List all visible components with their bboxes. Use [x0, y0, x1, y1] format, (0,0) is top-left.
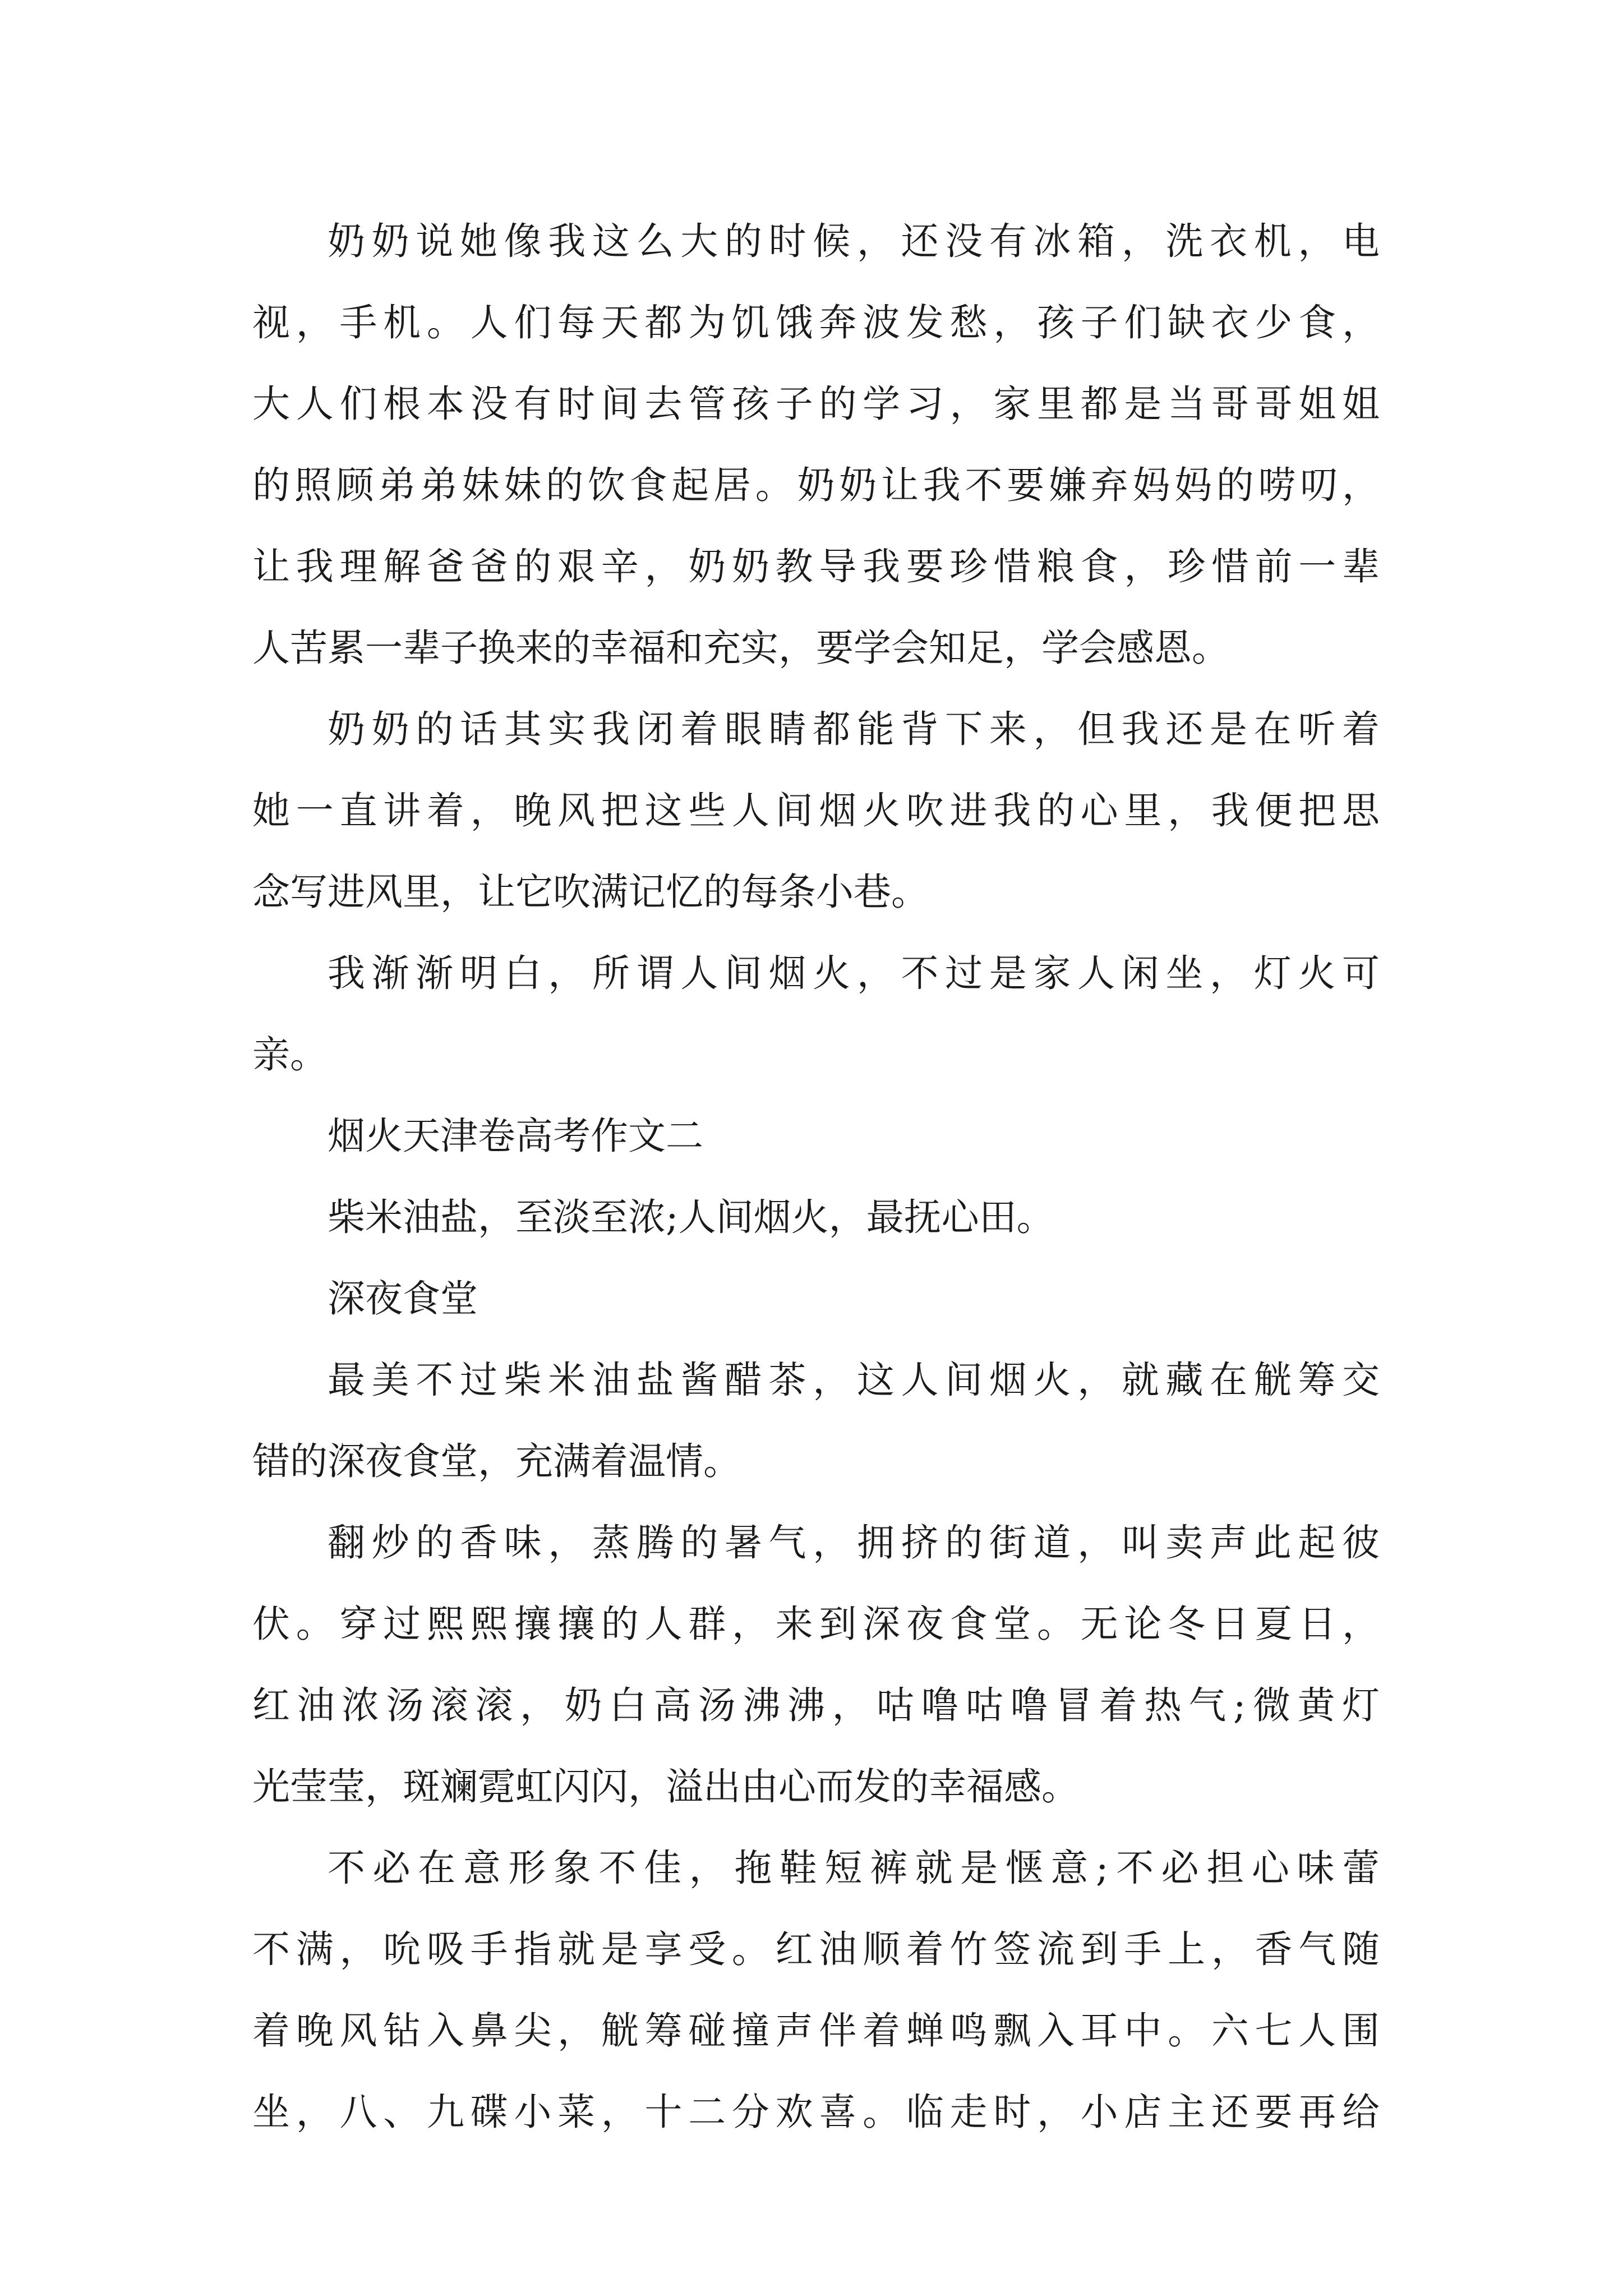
text-line: 光莹莹，斑斓霓虹闪闪，溢出由心而发的幸福感。	[252, 1765, 1079, 1809]
section-heading: 烟火天津卷高考作文二	[328, 1114, 703, 1158]
text-line: 不必在意形象不佳，拖鞋短裤就是惬意;不必担心味蕾	[328, 1846, 1380, 1890]
text-line: 红油浓汤滚滚，奶白高汤沸沸，咕噜咕噜冒着热气;微黄灯	[252, 1683, 1380, 1727]
essay-text	[252, 201, 1380, 2153]
text-line: 不满，吮吸手指就是享受。红油顺着竹签流到手上，香气随	[252, 1927, 1380, 1971]
text-line: 着晚风钻入鼻尖，觥筹碰撞声伴着蝉鸣飘入耳中。六七人围	[252, 2009, 1380, 2053]
text-line: 奶奶说她像我这么大的时候，还没有冰箱，洗衣机，电	[328, 219, 1380, 263]
text-line: 最美不过柴米油盐酱醋茶，这人间烟火，就藏在觥筹交	[328, 1358, 1380, 1402]
text-line: 让我理解爸爸的艰辛，奶奶教导我要珍惜粮食，珍惜前一辈	[252, 545, 1380, 588]
text-line: 大人们根本没有时间去管孩子的学习，家里都是当哥哥姐姐	[252, 382, 1380, 426]
text-line: 奶奶的话其实我闭着眼睛都能背下来，但我还是在听着	[328, 707, 1380, 751]
text-line: 坐，八、九碟小菜，十二分欢喜。临走时，小店主还要再给	[252, 2090, 1380, 2134]
text-line: 伏。穿过熙熙攘攘的人群，来到深夜食堂。无论冬日夏日，	[252, 1602, 1380, 1646]
text-line: 念写进风里，让它吹满记忆的每条小巷。	[252, 870, 929, 914]
text-line: 人苦累一辈子换来的幸福和充实，要学会知足，学会感恩。	[252, 626, 1229, 670]
text-line: 错的深夜食堂，充满着温情。	[252, 1439, 741, 1483]
text-line: 我渐渐明白，所谓人间烟火，不过是家人闲坐，灯火可	[328, 951, 1380, 995]
text-line: 她一直讲着，晚风把这些人间烟火吹进我的心里，我便把思	[252, 789, 1380, 832]
text-line: 亲。	[252, 1033, 328, 1076]
subheading: 深夜食堂	[328, 1277, 478, 1320]
text-line: 翻炒的香味，蒸腾的暑气，拥挤的街道，叫卖声此起彼	[328, 1521, 1380, 1565]
text-line: 视，手机。人们每天都为饥饿奔波发愁，孩子们缺衣少食，	[252, 301, 1380, 344]
text-line: 柴米油盐，至淡至浓;人间烟火，最抚心田。	[328, 1195, 1054, 1239]
text-line: 的照顾弟弟妹妹的饮食起居。奶奶让我不要嫌弃妈妈的唠叨，	[252, 463, 1380, 507]
